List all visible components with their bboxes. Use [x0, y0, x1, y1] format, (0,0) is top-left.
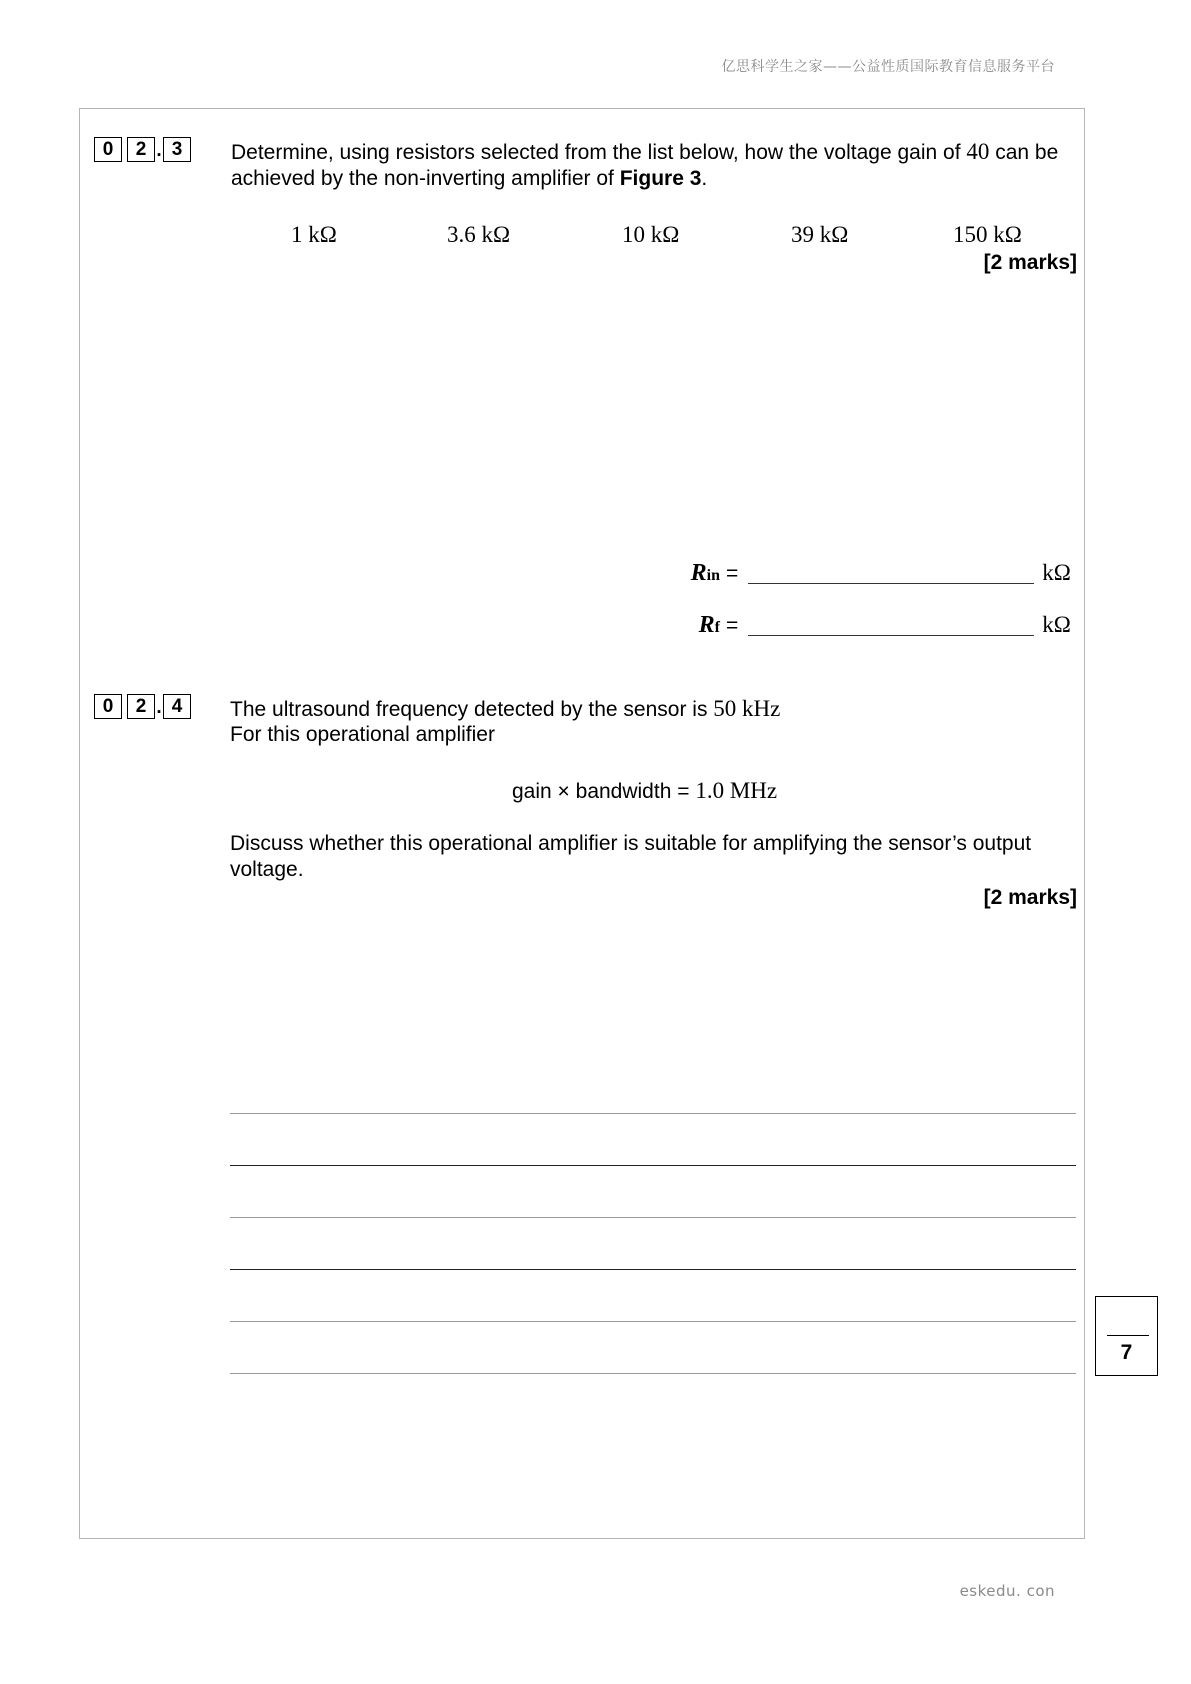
question-02-4-line1 — [230, 696, 1076, 723]
answer-label: Rin — [690, 560, 720, 586]
answer-row-rf — [664, 612, 1071, 639]
question-digit: 0 — [94, 137, 122, 162]
question-dot: . — [156, 140, 162, 161]
frequency-value: 50 kHz — [713, 696, 781, 721]
question-02-4-discuss: Discuss whether this operational amplifier is suitable for amplifying the sensor’s output voltage. — [230, 832, 1032, 881]
question-digit: 2 — [127, 137, 155, 162]
answer-frame — [79, 108, 1085, 1539]
question-digit: 0 — [94, 694, 122, 719]
writing-line[interactable] — [230, 1269, 1076, 1270]
tally-divider — [1107, 1335, 1149, 1336]
question-text: . — [701, 167, 708, 190]
question-text: The ultrasound frequency detected by the sensor is — [230, 698, 714, 721]
gain-value: 40 — [966, 139, 990, 164]
resistor-value: 39 kΩ — [791, 222, 849, 247]
writing-line[interactable] — [230, 1321, 1076, 1322]
writing-line[interactable] — [230, 1113, 1076, 1114]
tally-total: 7 — [1120, 1341, 1133, 1364]
marks-label: [2 marks] — [983, 251, 1077, 274]
question-02-4-line2: For this operational amplifier — [230, 723, 495, 746]
question-digit: 2 — [127, 694, 155, 719]
question-dot: . — [156, 697, 162, 718]
equals-sign: = — [726, 562, 739, 585]
writing-line[interactable] — [230, 1217, 1076, 1218]
question-digit: 3 — [163, 137, 191, 162]
answer-unit: kΩ — [1042, 612, 1071, 637]
question-text: Determine, using resistors selected from the list below, how the voltage gain of — [231, 141, 967, 164]
answer-row-rin — [664, 560, 1071, 587]
resistor-value: 150 kΩ — [953, 222, 1022, 247]
answer-blank-rin[interactable] — [748, 582, 1034, 584]
resistor-value: 1 kΩ — [291, 222, 337, 247]
answer-unit: kΩ — [1042, 560, 1071, 585]
equation-value: 1.0 MHz — [695, 778, 778, 803]
page-mark-tally-box — [1095, 1296, 1158, 1376]
question-02-3-text — [231, 139, 1077, 192]
answer-label: Rf — [698, 612, 720, 638]
figure-reference: Figure 3 — [619, 167, 702, 190]
marks-label: [2 marks] — [983, 886, 1077, 909]
gain-bandwidth-equation — [512, 778, 777, 805]
equals-sign: = — [726, 614, 739, 637]
question-text: can be achieved by the non-inverting amplifier of — [231, 141, 1059, 190]
question-number-02-4 — [94, 694, 191, 719]
resistor-value: 10 kΩ — [622, 222, 680, 247]
question-number-02-3 — [94, 137, 191, 162]
header-watermark: 亿思科学生之家——公益性质国际教育信息服务平台 — [721, 59, 1055, 75]
resistor-value: 3.6 kΩ — [447, 222, 511, 247]
footer-site: eskedu. con — [959, 1582, 1055, 1600]
answer-blank-rf[interactable] — [748, 634, 1034, 636]
writing-line[interactable] — [230, 1373, 1076, 1374]
equation-text: gain × bandwidth = — [512, 780, 696, 803]
question-digit: 4 — [163, 694, 191, 719]
writing-line[interactable] — [230, 1165, 1076, 1166]
